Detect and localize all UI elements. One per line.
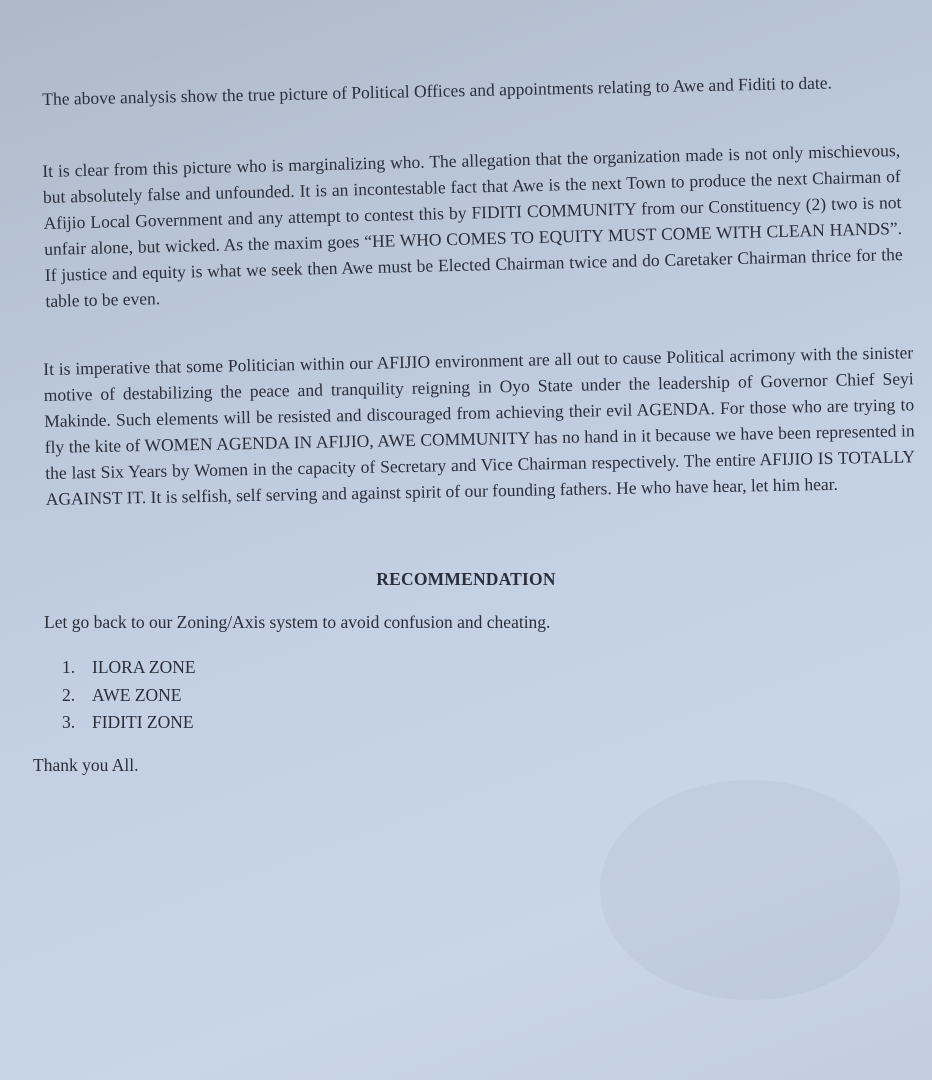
zone-item [62, 654, 196, 682]
paper-shadow [600, 780, 900, 1000]
zone-label: AWE ZONE [92, 684, 182, 705]
paragraph-analysis: The above analysis show the true picture of Political Offices and appointments relating to Awe and Fiditi to date. [42, 71, 833, 109]
recommendation-heading: RECOMMENDATION [376, 569, 556, 589]
closing-text: Thank you All. [33, 755, 139, 775]
paragraph-marginalization: It is clear from this picture who is marginalizing who. The allegation that the organization made is not only mischievous, but absolutely false and unfounded. It is an incontestable fact that Awe is the next Town to produce the next Chairman of Afijio Local Government and any attempt to contest this by FIDITI COMMUNITY from our Constituency (2) two is not unfair alone, but wicked. As the maxim goes “HE WHO COMES TO EQUITY MUST COME WITH CLEAN HANDS”. If justice and equity is what we seek then Awe must be Elected Chairman twice and do Caretaker Chairman thrice for the table to be even. [42, 139, 903, 311]
zone-item [62, 709, 196, 737]
zone-label: ILORA ZONE [92, 657, 196, 677]
zone-label: FIDITI ZONE [92, 712, 194, 732]
zone-number: 3. [62, 712, 76, 732]
zone-number: 1. [62, 657, 76, 677]
paragraph-political-acrimony: It is imperative that some Politician within our AFIJIO environment are all out to cause Political acrimony with the sinister motive of destabilizing the peace and tranquility reigning in Oyo State under the leadership of Governor Chief Seyi Makinde. Such elements will be resisted and discouraged from achieving their evil AGENDA. For those who are trying to fly the kite of WOMEN AGENDA IN AFIJIO, AWE COMMUNITY has no hand in it because we have been represented in the last Six Years by Women in the capacity of Secretary and Vice Chairman respectively. The entire AFIJIO IS TOTALLY AGAINST IT. It is selfish, self serving and against spirit of our founding fathers. He who have hear, let him hear. [43, 341, 916, 509]
zone-list [62, 654, 196, 737]
recommendation-text: Let go back to our Zoning/Axis system to avoid confusion and cheating. [44, 612, 551, 632]
zone-number: 2. [62, 684, 76, 705]
zone-item [62, 682, 196, 710]
